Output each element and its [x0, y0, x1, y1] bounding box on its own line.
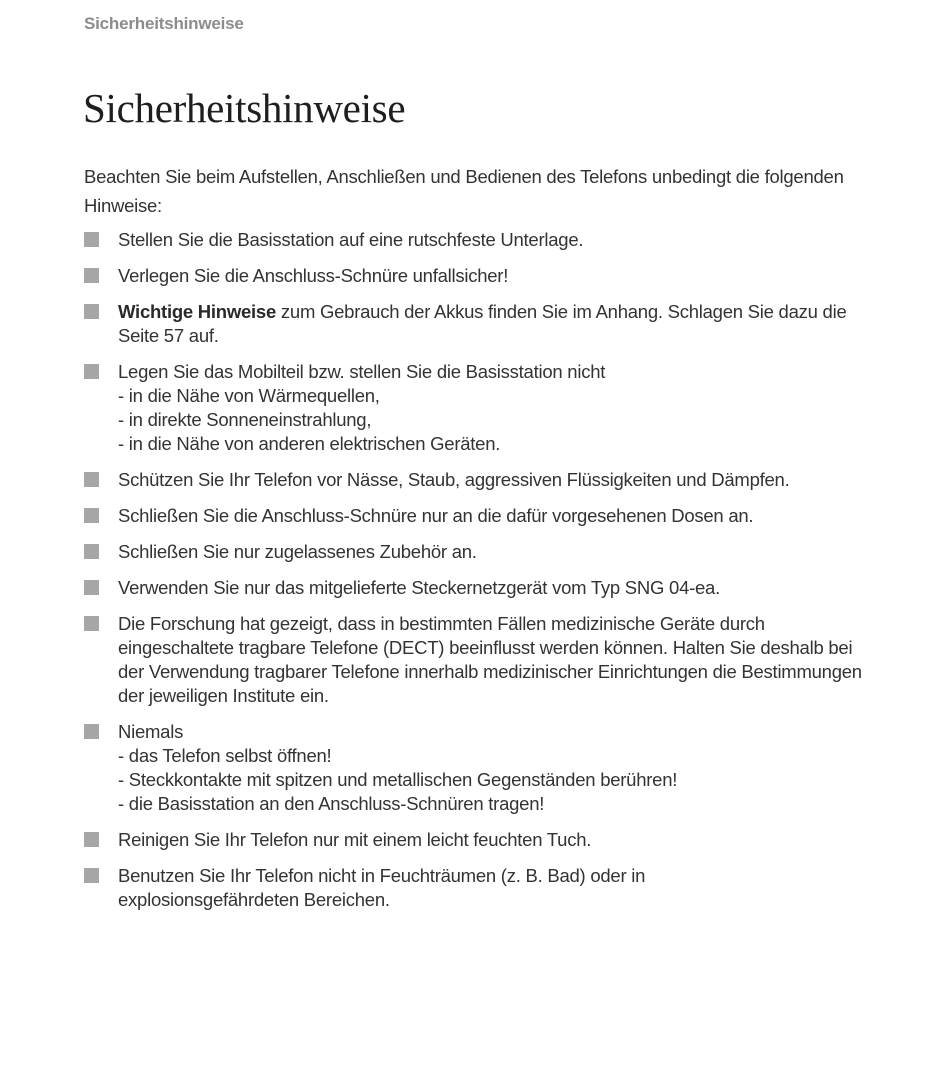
list-item — [84, 300, 874, 348]
list-item — [84, 264, 874, 288]
item-line: - Steckkontakte mit spitzen und metallischen Gegenständen berühren! — [118, 769, 678, 790]
list-item-text — [118, 828, 874, 852]
list-item — [84, 612, 874, 708]
item-line: Stellen Sie die Basisstation auf eine rutschfeste Unterlage. — [118, 229, 584, 250]
item-line: explosionsgefährdeten Bereichen. — [118, 889, 390, 910]
list-item — [84, 360, 874, 456]
list-item — [84, 828, 874, 852]
square-bullet-icon — [84, 304, 99, 319]
square-bullet-icon — [84, 832, 99, 847]
list-item-text — [118, 540, 874, 564]
running-header: Sicherheitshinweise — [84, 14, 244, 33]
list-item-text — [118, 228, 874, 252]
list-item-text — [118, 504, 874, 528]
square-bullet-icon — [84, 868, 99, 883]
safety-hint-list — [84, 228, 874, 912]
list-item-text — [118, 720, 874, 816]
item-line: Schließen Sie die Anschluss-Schnüre nur an die dafür vorgesehenen Dosen an. — [118, 505, 754, 526]
item-text: zum Gebrauch der Akkus finden Sie im Anhang. Schlagen Sie dazu die Seite 57 auf. — [118, 301, 847, 346]
list-item — [84, 228, 874, 252]
list-item — [84, 864, 874, 912]
list-item-text — [118, 360, 874, 456]
item-line: Benutzen Sie Ihr Telefon nicht in Feuchträumen (z. B. Bad) oder in — [118, 865, 646, 886]
square-bullet-icon — [84, 580, 99, 595]
item-line: Reinigen Sie Ihr Telefon nur mit einem leicht feuchten Tuch. — [118, 829, 592, 850]
item-line: Die Forschung hat gezeigt, dass in bestimmten Fällen medizinische Geräte durch eingeschaltete tragbare Telefone (DECT) beeinflusst werden können. Halten Sie deshalb bei der Verwendung tragbarer Telefone innerhalb medizinischer Einrichtungen die Bestimmungen der jeweiligen Institute ein. — [118, 613, 862, 706]
list-item-text — [118, 300, 874, 348]
item-line: Niemals — [118, 721, 184, 742]
safety-content — [84, 162, 874, 924]
item-line: Verlegen Sie die Anschluss-Schnüre unfallsicher! — [118, 265, 509, 286]
square-bullet-icon — [84, 364, 99, 379]
intro-paragraph: Beachten Sie beim Aufstellen, Anschließen und Bedienen des Telefons unbedingt die folgenden Hinweise: — [84, 166, 844, 216]
list-item — [84, 576, 874, 600]
list-item-text — [118, 264, 874, 288]
item-line: Legen Sie das Mobilteil bzw. stellen Sie die Basisstation nicht — [118, 361, 606, 382]
list-item — [84, 468, 874, 492]
list-item-text — [118, 468, 874, 492]
item-line: Schließen Sie nur zugelassenes Zubehör an. — [118, 541, 477, 562]
item-line: - die Basisstation an den Anschluss-Schnüren tragen! — [118, 793, 545, 814]
list-item-text — [118, 612, 874, 708]
item-line: Schützen Sie Ihr Telefon vor Nässe, Staub, aggressiven Flüssigkeiten und Dämpfen. — [118, 469, 790, 490]
square-bullet-icon — [84, 232, 99, 247]
square-bullet-icon — [84, 544, 99, 559]
list-item — [84, 720, 874, 816]
square-bullet-icon — [84, 472, 99, 487]
item-line: - in die Nähe von Wärmequellen, — [118, 385, 380, 406]
page-title: Sicherheitshinweise — [83, 85, 406, 131]
square-bullet-icon — [84, 616, 99, 631]
list-item-text — [118, 864, 874, 912]
emphasis-text: Wichtige Hinweise — [118, 301, 277, 322]
item-line: - in die Nähe von anderen elektrischen Geräten. — [118, 433, 501, 454]
list-item-text — [118, 576, 874, 600]
square-bullet-icon — [84, 508, 99, 523]
item-line: Verwenden Sie nur das mitgelieferte Steckernetzgerät vom Typ SNG 04-ea. — [118, 577, 720, 598]
square-bullet-icon — [84, 724, 99, 739]
item-line: - das Telefon selbst öffnen! — [118, 745, 332, 766]
list-item — [84, 504, 874, 528]
list-item — [84, 540, 874, 564]
item-line: - in direkte Sonneneinstrahlung, — [118, 409, 372, 430]
square-bullet-icon — [84, 268, 99, 283]
